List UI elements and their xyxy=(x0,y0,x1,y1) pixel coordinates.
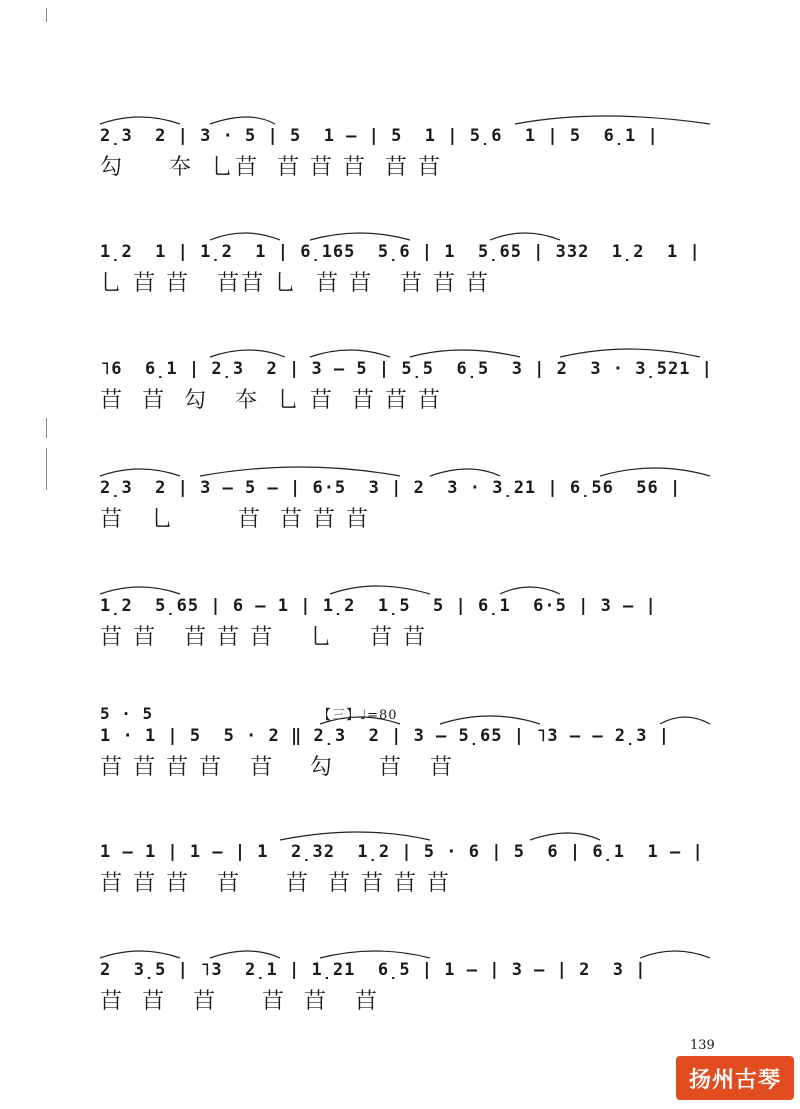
jianpu-notes: 2̣3 2 | 3 · 5 | 5 1 — | 5 1 | 5̣6 1 | 5 6̣1 | xyxy=(100,126,659,146)
score-line-8 xyxy=(100,948,720,1034)
score-line-4 xyxy=(100,466,720,552)
guqin-tablature: 乚 䒤 䒤 䒤䒤 乚 䒤 䒤 䒤 䒤 䒤 xyxy=(100,271,490,296)
jianpu-notes: ˥6 6̣1 | 2̣3 2 | 3 — 5 | 5̣5 6̣5 3 | 2 3 · 3̣521 | xyxy=(100,359,713,379)
guqin-tablature: 䒤 䒤 勾 夲 乚 䒤 䒤 䒤 䒤 xyxy=(100,388,442,413)
score-line-1 xyxy=(100,114,720,200)
guqin-tablature: 䒤 䒤 䒤 䒤 䒤 勾 䒤 䒤 xyxy=(100,755,454,780)
jianpu-notes: 2 3̣5 | ˥3 2̣1 | 1̣21 6̣5 | 1 — | 3 — | 2 3 | xyxy=(100,960,647,980)
guqin-tablature: 䒤 乚 䒤 䒤 䒤 䒤 xyxy=(100,507,370,532)
score-line-5 xyxy=(100,584,720,670)
jianpu-notes: 1̣2 5̣65 | 6 — 1 | 1̣2 1̣5 5 | 6̣1 6·5 | 3 — | xyxy=(100,596,657,616)
jianpu-notes: 1̣2 1 | 1̣2 1 | 6̣165 5̣6 | 1 5̣65 | 332 1̣2 1 | xyxy=(100,242,701,262)
margin-mark-top xyxy=(46,8,47,22)
score-line-2 xyxy=(100,230,720,316)
margin-mark-mid-2 xyxy=(46,448,47,490)
jianpu-notes: 2̣3 2 | 3 — 5 — | 6·5 3 | 2 3 · 3̣21 | 6̣56 56 | xyxy=(100,478,682,498)
guqin-tablature: 䒤 䒤 䒤 䒤 䒤 乚 䒤 䒤 xyxy=(100,625,427,650)
site-logo xyxy=(676,1056,794,1100)
logo-text: 扬州古琴 xyxy=(688,1067,781,1093)
guqin-tablature: 䒤 䒤 䒤 䒤 䒤 䒤 䒤 䒤 䒤 xyxy=(100,871,451,896)
score-line-7 xyxy=(100,830,720,916)
guqin-tablature: 䒤 䒤 䒤 䒤 䒤 䒤 xyxy=(100,989,379,1014)
score-line-3 xyxy=(100,347,720,433)
page-number: 139 xyxy=(690,1038,715,1053)
score-line-6 xyxy=(100,704,720,800)
jianpu-notes: 1 — 1 | 1 — | 1 2̣32 1̣2 | 5 · 6 | 5 6 | 6̣1 1 — | xyxy=(100,842,704,862)
upper-voice-notes: 5 · 5 xyxy=(100,704,154,723)
section-tempo-marking: 【三】♩=80 xyxy=(318,708,398,723)
jianpu-notes: 1 · 1 | 5 5 · 2 ‖ 2̣3 2 | 3 — 5̣65 | ˥3 — — 2̣3 | xyxy=(100,726,670,746)
guqin-tablature: 勾 夲 乚䒤 䒤 䒤 䒤 䒤 䒤 xyxy=(100,155,442,180)
margin-mark-mid-1 xyxy=(46,418,47,438)
